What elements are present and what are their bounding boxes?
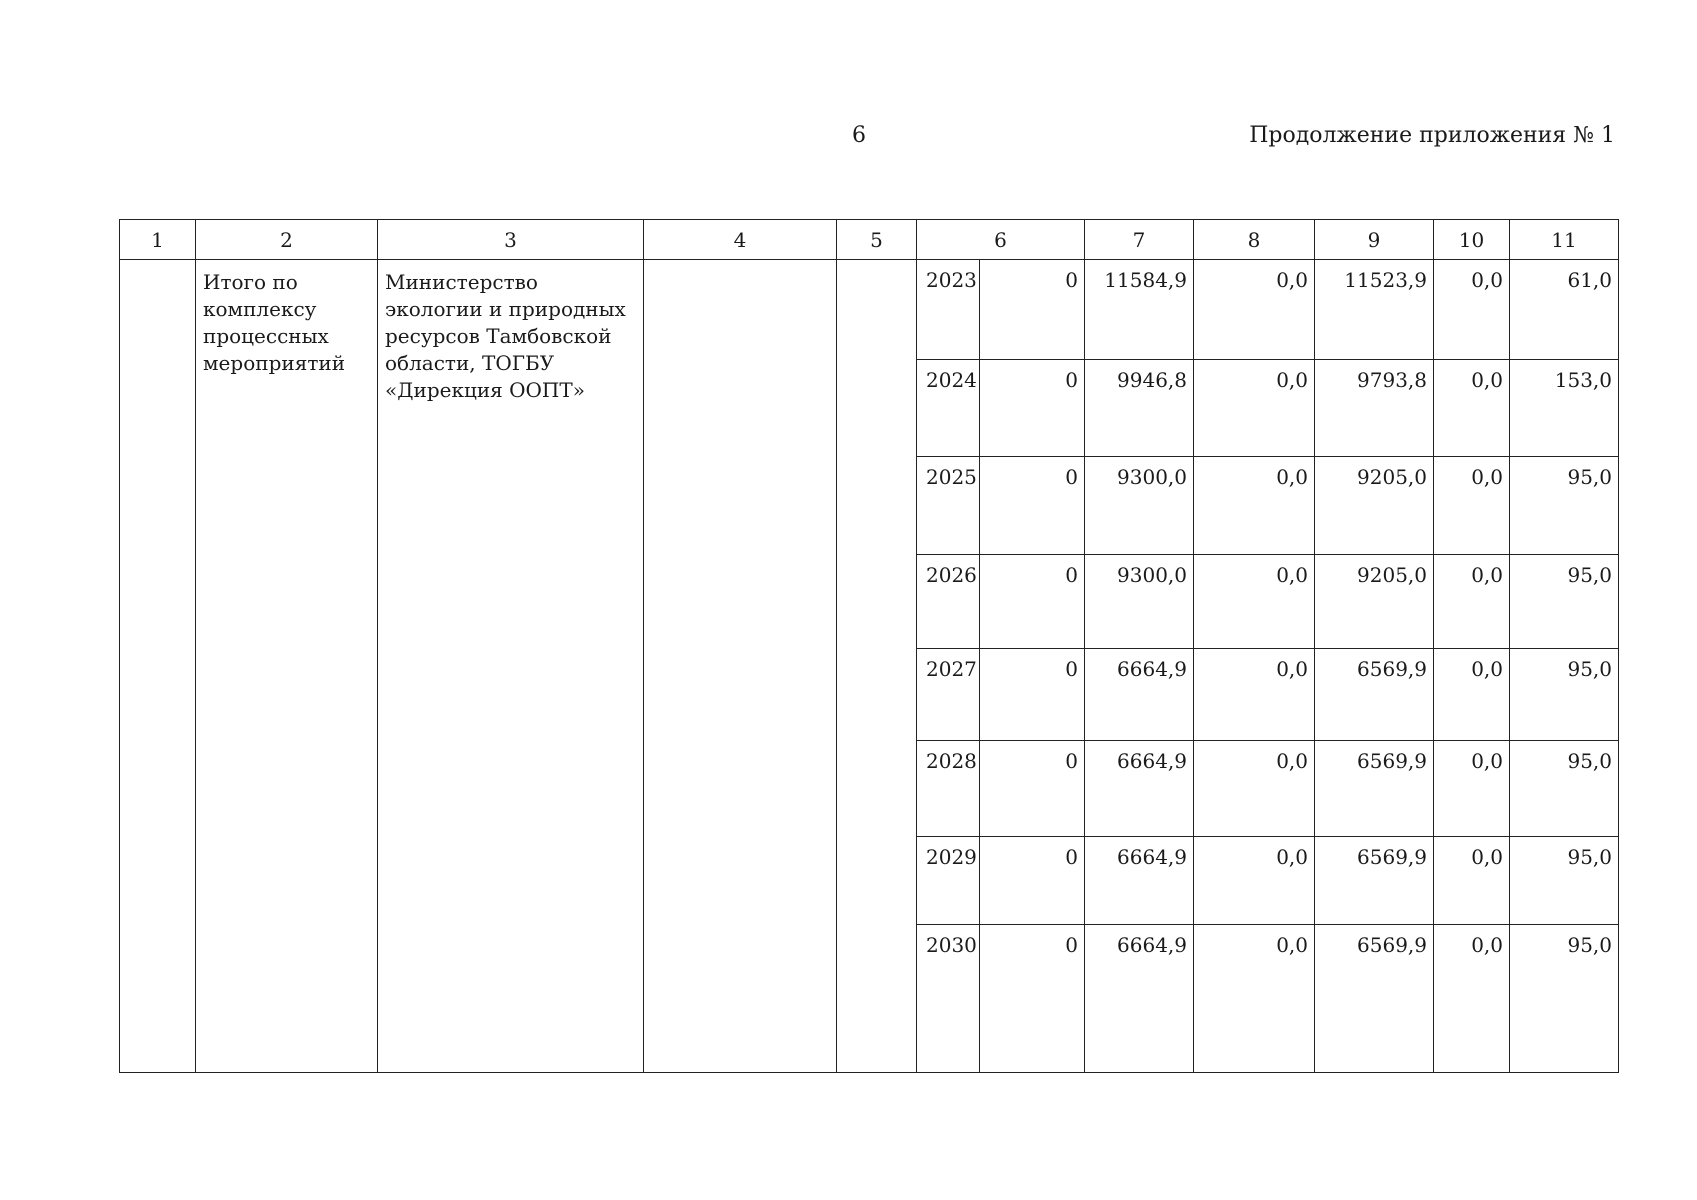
year-cell: [917, 649, 980, 741]
col11-value: 95,0: [1567, 657, 1613, 681]
col11-value: 95,0: [1567, 749, 1613, 773]
cell-col3: [378, 260, 644, 1073]
col10-value: 0,0: [1471, 657, 1504, 681]
col11-cell: [1510, 360, 1619, 457]
col11-value: 95,0: [1567, 845, 1613, 869]
column-number-row: [120, 220, 1619, 260]
col11-value: 95,0: [1567, 933, 1613, 957]
year-cell: [917, 360, 980, 457]
year-value: 2023: [926, 268, 977, 292]
col10-value: 0,0: [1471, 368, 1504, 392]
col8-value: 0,0: [1276, 933, 1309, 957]
col11-cell: [1510, 649, 1619, 741]
col10-value: 0,0: [1471, 933, 1504, 957]
col10-value: 0,0: [1471, 465, 1504, 489]
col8-cell: [1194, 260, 1315, 360]
col6-cell: [980, 457, 1085, 555]
year-cell: [917, 555, 980, 649]
col7-value: 6664,9: [1117, 657, 1188, 681]
col6-value: 0: [1065, 657, 1079, 681]
col7-value: 6664,9: [1117, 845, 1188, 869]
col11-value: 95,0: [1567, 563, 1613, 587]
col8-value: 0,0: [1276, 845, 1309, 869]
col9-cell: [1315, 741, 1434, 837]
funding-table: [119, 219, 1619, 1073]
col9-value: 6569,9: [1357, 749, 1428, 773]
col6-value: 0: [1065, 845, 1079, 869]
cell-col4: [644, 260, 837, 1073]
col9-cell: [1315, 837, 1434, 925]
cell-col4-text: [644, 260, 836, 269]
col-header-10: 10: [1434, 220, 1510, 260]
col7-cell: [1085, 741, 1194, 837]
col10-value: 0,0: [1471, 845, 1504, 869]
col10-cell: [1434, 457, 1510, 555]
col9-value: 6569,9: [1357, 657, 1428, 681]
col11-cell: [1510, 457, 1619, 555]
col10-value: 0,0: [1471, 749, 1504, 773]
col8-cell: [1194, 360, 1315, 457]
responsible-executor: Министерство экологии и природных ресурсов Тамбовской области, ТОГБУ «Дирекция ООПТ»: [385, 270, 626, 402]
cell-col5: [837, 260, 917, 1073]
col-header-2: 2: [196, 220, 378, 260]
col8-value: 0,0: [1276, 749, 1309, 773]
col-header-3: 3: [378, 220, 644, 260]
col8-value: 0,0: [1276, 465, 1309, 489]
col-header-9: 9: [1315, 220, 1434, 260]
col-header-7: 7: [1085, 220, 1194, 260]
col7-value: 9946,8: [1117, 368, 1188, 392]
year-cell: [917, 741, 980, 837]
year-value: 2030: [926, 933, 977, 957]
col10-value: 0,0: [1471, 268, 1504, 292]
col8-cell: [1194, 925, 1315, 1073]
col9-value: 11523,9: [1344, 268, 1428, 292]
total-label: Итого по комплексу процессных мероприятий: [203, 270, 346, 375]
col6-value: 0: [1065, 749, 1079, 773]
year-value: 2029: [926, 845, 977, 869]
col6-cell: [980, 360, 1085, 457]
col8-cell: [1194, 649, 1315, 741]
col8-value: 0,0: [1276, 268, 1309, 292]
col9-value: 6569,9: [1357, 845, 1428, 869]
col7-cell: [1085, 925, 1194, 1073]
col9-cell: [1315, 925, 1434, 1073]
col9-value: 9205,0: [1357, 563, 1428, 587]
col10-cell: [1434, 260, 1510, 360]
col10-value: 0,0: [1471, 563, 1504, 587]
col-header-1: 1: [120, 220, 196, 260]
col8-cell: [1194, 837, 1315, 925]
col9-cell: [1315, 555, 1434, 649]
col7-value: 9300,0: [1117, 465, 1188, 489]
col7-cell: [1085, 837, 1194, 925]
col-header-6: 6: [917, 220, 1085, 260]
cell-col2: [196, 260, 378, 1073]
col6-value: 0: [1065, 933, 1079, 957]
year-value: 2026: [926, 563, 977, 587]
col11-value: 153,0: [1554, 368, 1613, 392]
col7-value: 11584,9: [1104, 268, 1188, 292]
col8-value: 0,0: [1276, 563, 1309, 587]
col6-cell: [980, 649, 1085, 741]
col10-cell: [1434, 649, 1510, 741]
col9-cell: [1315, 649, 1434, 741]
col6-cell: [980, 837, 1085, 925]
col6-value: 0: [1065, 368, 1079, 392]
year-cell: [917, 260, 980, 360]
continuation-label: Продолжение приложения № 1: [1249, 123, 1615, 148]
col6-cell: [980, 925, 1085, 1073]
col9-cell: [1315, 360, 1434, 457]
year-value: 2028: [926, 749, 977, 773]
col11-cell: [1510, 837, 1619, 925]
col6-cell: [980, 555, 1085, 649]
col9-value: 9205,0: [1357, 465, 1428, 489]
table-row: [120, 260, 1619, 360]
col-header-8: 8: [1194, 220, 1315, 260]
col8-cell: [1194, 555, 1315, 649]
cell-col1-text: [120, 260, 195, 269]
col8-value: 0,0: [1276, 368, 1309, 392]
col9-cell: [1315, 260, 1434, 360]
col7-cell: [1085, 260, 1194, 360]
year-cell: [917, 837, 980, 925]
col10-cell: [1434, 360, 1510, 457]
col6-value: 0: [1065, 268, 1079, 292]
col11-cell: [1510, 555, 1619, 649]
col11-value: 95,0: [1567, 465, 1613, 489]
col6-cell: [980, 260, 1085, 360]
col7-value: 6664,9: [1117, 749, 1188, 773]
col11-cell: [1510, 741, 1619, 837]
col-header-4: 4: [644, 220, 837, 260]
col11-value: 61,0: [1567, 268, 1613, 292]
cell-col1: [120, 260, 196, 1073]
year-cell: [917, 457, 980, 555]
col6-cell: [980, 741, 1085, 837]
col7-value: 6664,9: [1117, 933, 1188, 957]
col6-value: 0: [1065, 563, 1079, 587]
col10-cell: [1434, 741, 1510, 837]
col7-cell: [1085, 360, 1194, 457]
year-value: 2024: [926, 368, 977, 392]
col9-value: 9793,8: [1357, 368, 1428, 392]
col11-cell: [1510, 260, 1619, 360]
col9-cell: [1315, 457, 1434, 555]
col-header-11: 11: [1510, 220, 1619, 260]
col7-cell: [1085, 457, 1194, 555]
col6-value: 0: [1065, 465, 1079, 489]
cell-col5-text: [837, 260, 916, 269]
col9-value: 6569,9: [1357, 933, 1428, 957]
col7-cell: [1085, 555, 1194, 649]
year-cell: [917, 925, 980, 1073]
col8-value: 0,0: [1276, 657, 1309, 681]
col8-cell: [1194, 457, 1315, 555]
col8-cell: [1194, 741, 1315, 837]
col7-cell: [1085, 649, 1194, 741]
year-value: 2025: [926, 465, 977, 489]
col10-cell: [1434, 555, 1510, 649]
col-header-5: 5: [837, 220, 917, 260]
col10-cell: [1434, 837, 1510, 925]
page-number: 6: [852, 123, 866, 148]
year-value: 2027: [926, 657, 977, 681]
col10-cell: [1434, 925, 1510, 1073]
col11-cell: [1510, 925, 1619, 1073]
col7-value: 9300,0: [1117, 563, 1188, 587]
